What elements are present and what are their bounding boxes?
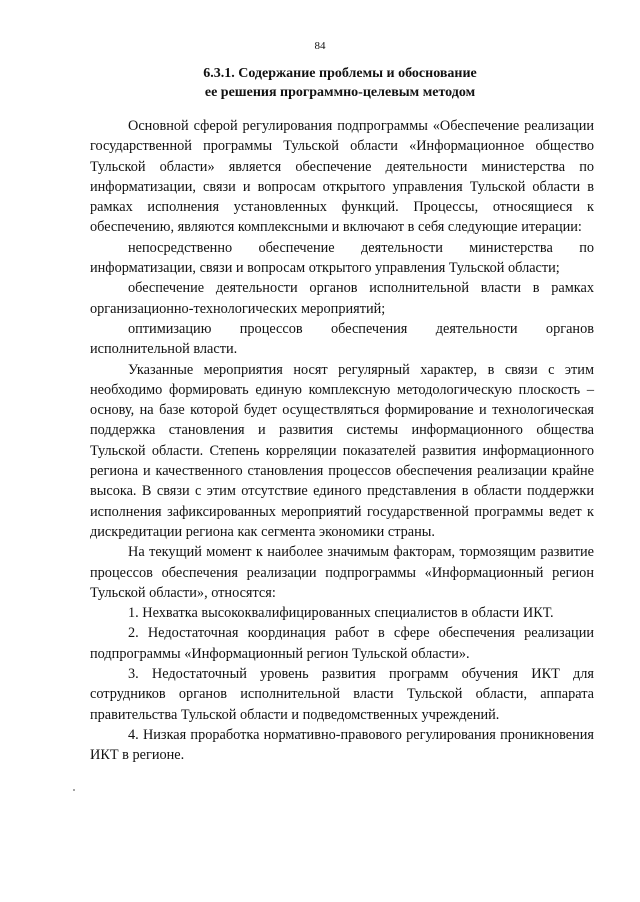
section-title-line-2: ее решения программно-целевым методом — [204, 85, 476, 100]
section-title — [90, 64, 590, 102]
paragraph-measures: Указанные мероприятия носят регулярный характер, в связи с этим необходимо формировать единую комплексную методологическую плоскость – основу, на базе которой будет осуществляться формирование и технологическая поддержка становления и развития системы информационного общества Тульской области. Степень корреляции показателей развития информационного региона и качественного становления процессов обеспечения реализации крайне высока. В связи с этим отсутствие единого представления в области поддержки исполнения зафиксированных мероприятий государственной программы ведет к дискредитации региона как сегмента экономики страны. — [90, 361, 594, 540]
paragraph-iteration-2: обеспечение деятельности органов исполнительной власти в рамках организационно-технологических мероприятий; — [90, 280, 594, 317]
paragraph-factor-4: 4. Низкая проработка нормативно-правового регулирования проникновения ИКТ в регионе. — [90, 726, 594, 764]
body-text — [90, 116, 594, 766]
scan-speck — [73, 789, 75, 791]
paragraph-factor-2: 2. Недостаточная координация работ в сфере обеспечения реализации подпрограммы «Информационный регион Тульской области». — [90, 625, 594, 662]
section-title-line-1: 6.3.1. Содержание проблемы и обоснование — [203, 66, 477, 81]
paragraph-iteration-3: оптимизацию процессов обеспечения деятельности органов исполнительной власти. — [90, 320, 594, 358]
paragraph-scope: Основной сферой регулирования подпрограммы «Обеспечение реализации государственной программы Тульской области «Информационное общество Тульской области» является обеспечение деятельности министерства по информатизации, связи и вопросам открытого управления Тульской области в рамках исполнения установленных функций. Процессы, относящиеся к обеспечению, являются комплексными и включают в себя следующие итерации: — [90, 118, 594, 236]
paragraph-iteration-1: непосредственно обеспечение деятельности министерства по информатизации, связи и вопросам открытого управления Тульской области; — [90, 239, 594, 277]
paragraph-factor-3: 3. Недостаточный уровень развития программ обучения ИКТ для сотрудников органов исполнительной власти Тульской области, аппарата правительства Тульской области и подведомственных учреждений. — [90, 666, 594, 723]
page-number: 84 — [314, 40, 326, 52]
paragraph-factor-1: 1. Нехватка высококвалифицированных специалистов в области ИКТ. — [128, 605, 554, 622]
paragraph-factors-intro: На текущий момент к наиболее значимым факторам, тормозящим развитие процессов обеспечения реализации подпрограммы «Информационный регион Тульской области», относятся: — [90, 544, 594, 601]
